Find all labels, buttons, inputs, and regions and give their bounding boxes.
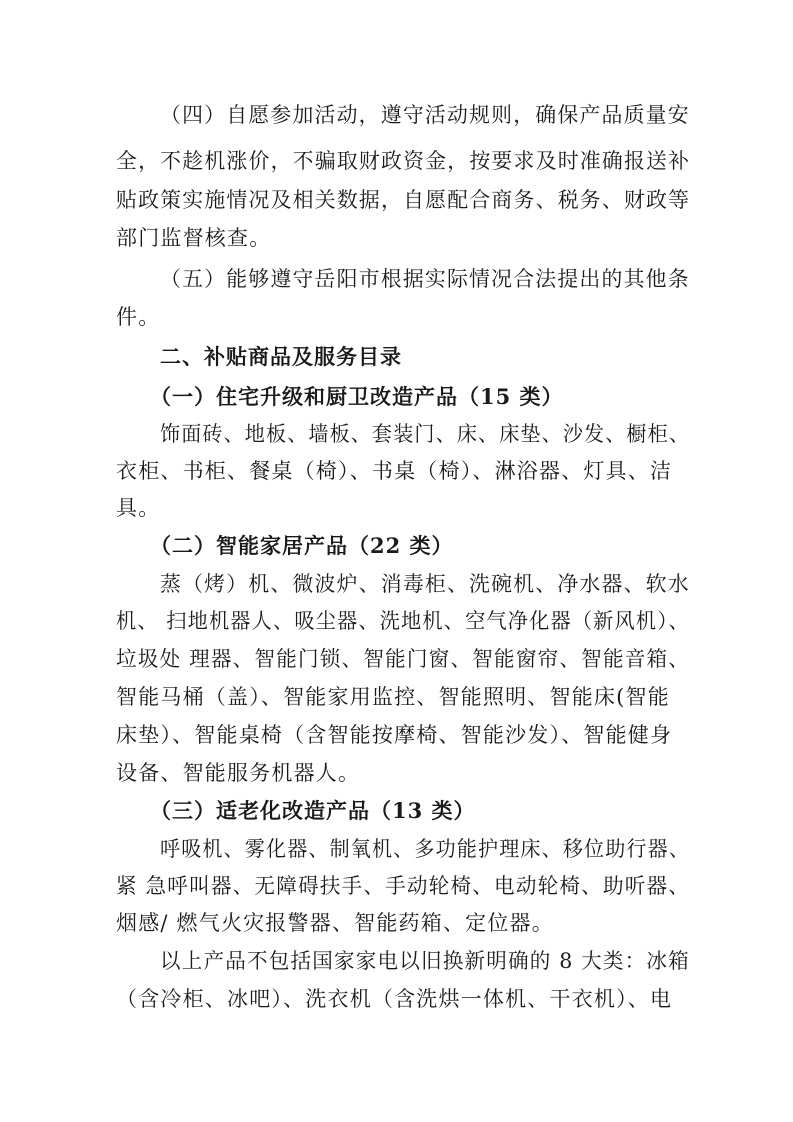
para-4-line-1: （四）自愿参加活动，遵守活动规则，确保产品质量安 xyxy=(160,103,690,127)
list-1-line-3: 具。 xyxy=(116,496,161,520)
closing-line-1: 以上产品不包括国家家电以旧换新明确的 8 大类：冰箱 xyxy=(160,949,690,973)
subheading-3: （三）适老化改造产品（13 类） xyxy=(150,798,476,823)
para-4-line-4: 部门监督核查。 xyxy=(116,226,272,250)
list-2-line-5: 床垫）、智能桌椅（含智能按摩椅、智能沙发）、智能健身 xyxy=(116,723,673,747)
list-3-line-2: 紧 急呼叫器、无障碍扶手、手动轮椅、电动轮椅、助听器、 xyxy=(116,874,691,898)
list-2-line-2: 机、 扫地机器人、吸尘器、洗地机、空气净化器（新风机）、 xyxy=(116,609,690,633)
para-4-line-2: 全，不趁机涨价，不骗取财政资金，按要求及时准确报送补 xyxy=(116,149,691,173)
list-2-line-4: 智能马桶（盖）、智能家用监控、智能照明、智能床(智能 xyxy=(116,685,670,709)
closing-line-2: （含冷柜、冰吧）、洗衣机（含洗烘一体机、干衣机）、电 xyxy=(116,987,673,1011)
para-4-line-3: 贴政策实施情况及相关数据，自愿配合商务、税务、财政等 xyxy=(116,188,691,212)
subheading-2: （二）智能家居产品（22 类） xyxy=(150,533,454,558)
section-heading: 二、补贴商品及服务目录 xyxy=(160,345,402,369)
list-3-line-3: 烟感/ 燃气火灾报警器、智能药箱、定位器。 xyxy=(116,911,554,935)
list-1-line-1: 饰面砖、地板、墙板、套装门、床、床垫、沙发、橱柜、 xyxy=(160,422,691,446)
para-5-line-1: （五）能够遵守岳阳市根据实际情况合法提出的其他条 xyxy=(160,267,690,291)
para-5-line-2: 件。 xyxy=(116,305,161,329)
list-3-line-1: 呼吸机、雾化器、制氧机、多功能护理床、移位助行器、 xyxy=(160,837,691,861)
subheading-1: （一）住宅升级和厨卫改造产品（15 类） xyxy=(150,384,564,409)
list-2-line-1: 蒸（烤）机、微波炉、消毒柜、洗碗机、净水器、软水 xyxy=(160,572,690,596)
list-2-line-6: 设备、智能服务机器人。 xyxy=(116,761,361,785)
list-1-line-2: 衣柜、书柜、餐桌（椅）、书桌（椅）、淋浴器、灯具、洁 xyxy=(116,459,673,483)
list-2-line-3: 垃圾处 理器、智能门锁、智能门窗、智能窗帘、智能音箱、 xyxy=(116,647,691,671)
